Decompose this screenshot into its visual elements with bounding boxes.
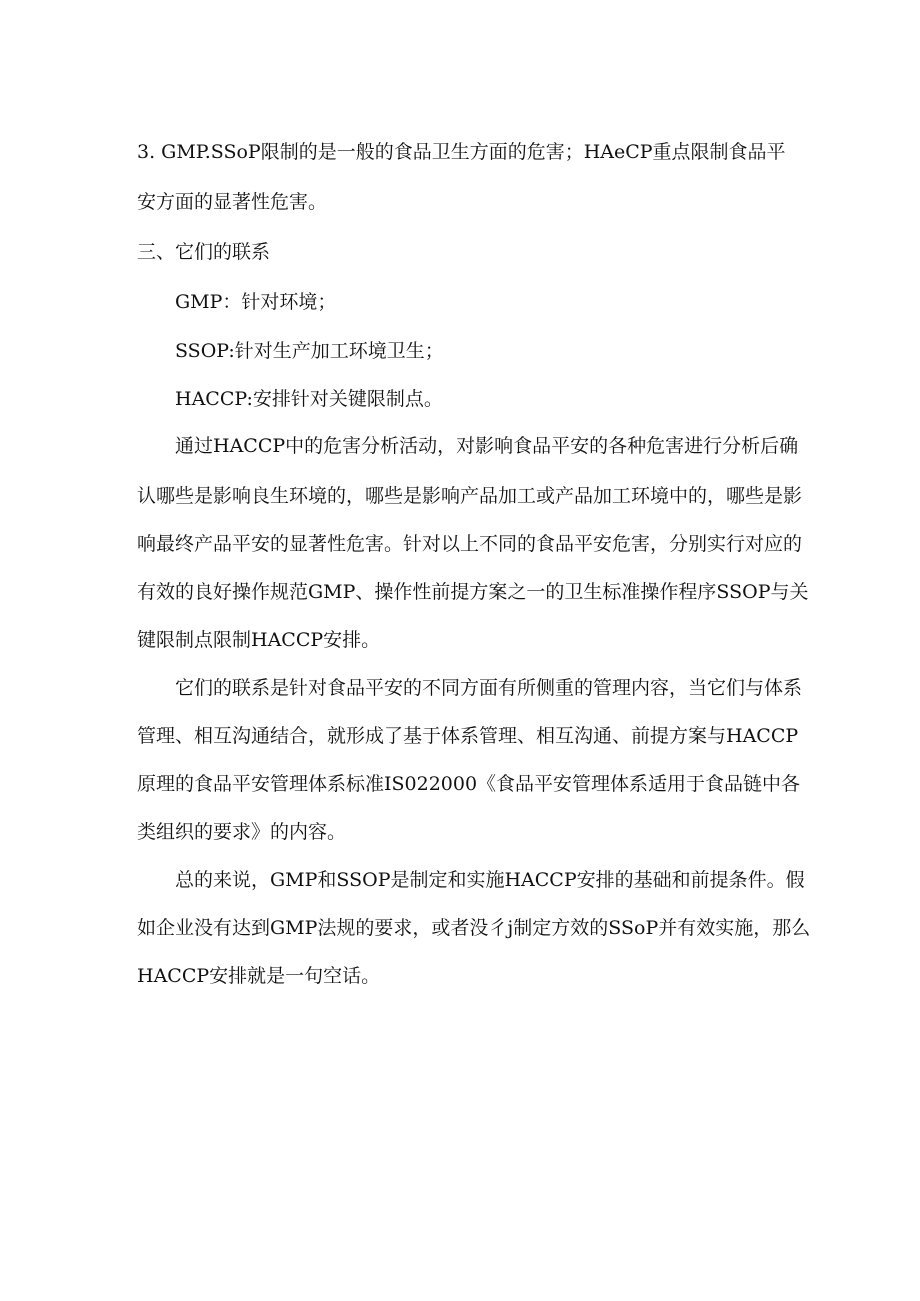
item3-line1: 3. GMP.SSoP限制的是一般的食品卫生方面的危害；HAeCP重点限制食品平 [137,141,786,163]
paragraph1-line1: 通过HACCP中的危害分析活动，对影响食品平安的各种危害进行分析后确 [175,435,799,457]
section-heading: 三、它们的联系 [137,241,271,263]
paragraph3-line1: 总的来说，GMP和SSOP是制定和实施HACCP安排的基础和前提条件。假 [175,869,805,891]
paragraph2-line1: 它们的联系是针对食品平安的不同方面有所侧重的管理内容，当它们与体系 [175,677,803,699]
paragraph1-line5: 键限制点限制HACCP安排。 [137,629,381,651]
paragraph1-line2: 认哪些是影响良生环境的，哪些是影响产品加工或产品加工环境中的，哪些是影 [137,485,803,507]
paragraph2-line2: 管理、相互沟通结合，就形成了基于体系管理、相互沟通、前提方案与HACCP [137,725,799,747]
paragraph1-line4: 有效的良好操作规范GMP、操作性前提方案之一的卫生标准操作程序SSOP与关 [137,581,809,603]
paragraph3-line3: HACCP安排就是一句空话。 [137,965,381,987]
def-gmp: GMP：针对环境； [175,291,337,313]
item3-line2: 安方面的显著性危害。 [137,191,328,213]
paragraph2-line3: 原理的食品平安管理体系标准IS022000《食品平安管理体系适用于食品链中各 [137,773,801,795]
def-ssop: SSOP:针对生产加工环境卫生； [175,340,444,362]
paragraph1-line3: 响最终产品平安的显著性危害。针对以上不同的食品平安危害，分别实行对应的 [137,533,803,555]
paragraph3-line2: 如企业没有达到GMP法规的要求，或者没彳j制定方效的SSoP并有效实施，那么 [137,917,811,939]
def-haccp: HACCP:安排针对关键限制点。 [175,388,443,410]
paragraph2-line4: 类组织的要求》的内容。 [137,821,347,843]
